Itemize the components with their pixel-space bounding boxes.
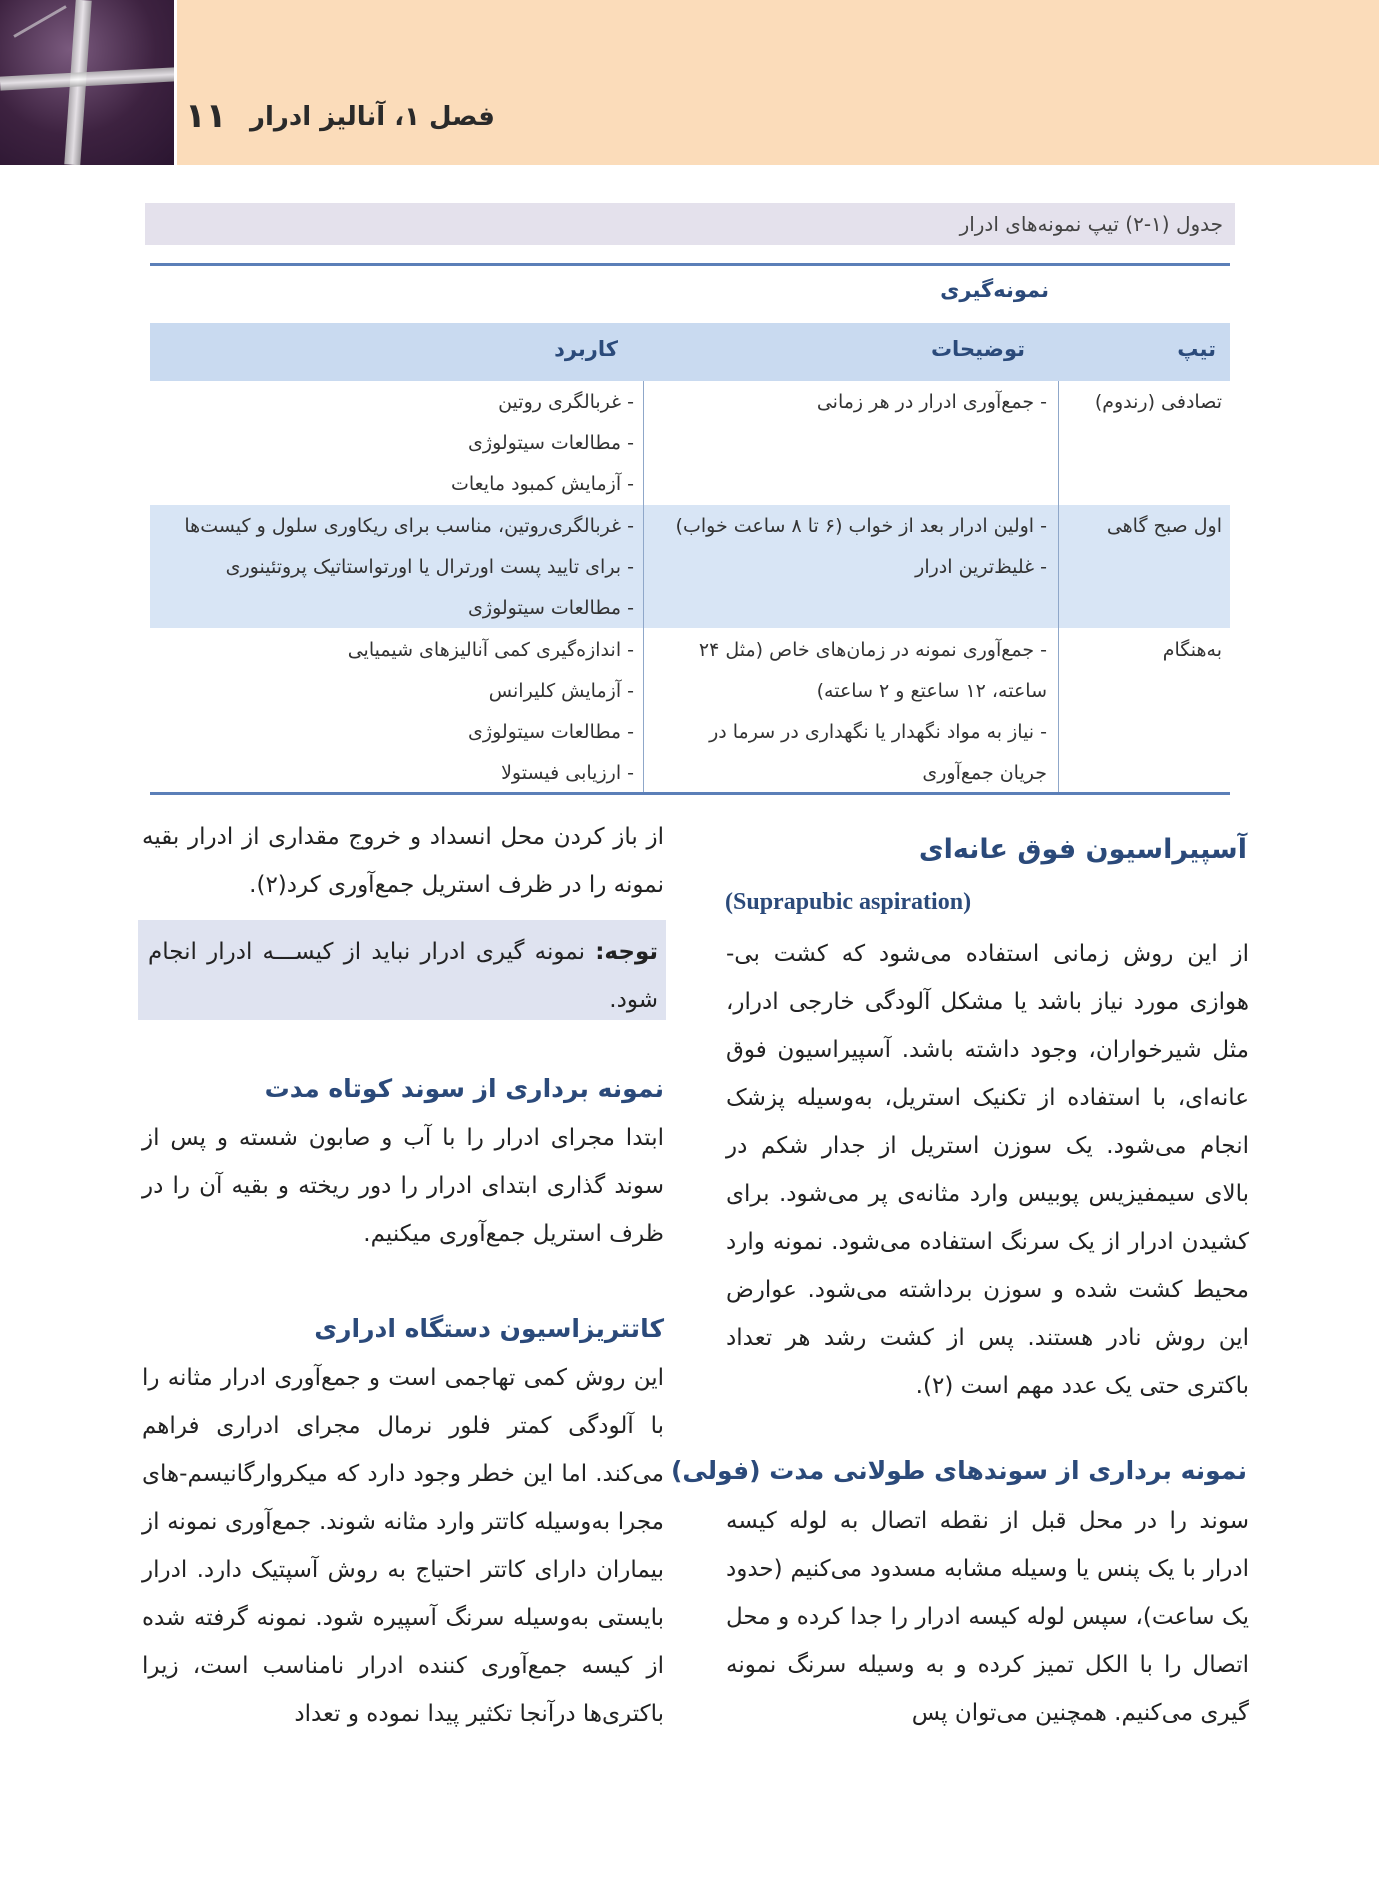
table-cell-type: تصادفی (رندوم) <box>1094 391 1222 413</box>
table-cell-desc: ساعته، ۱۲ ساعتع و ۲ ساعته) <box>816 680 1047 702</box>
table-cell-type: به‌هنگام <box>1162 639 1222 661</box>
section-title-catheterization: کاتتریزاسیون دستگاه ادراری <box>314 1314 664 1343</box>
table-cell-use: - مطالعات سیتولوژی <box>468 721 634 743</box>
table-cell-type: اول صبح گاهی <box>1106 515 1222 537</box>
paragraph-foley: سوند را در محل قبل از نقطه اتصال به لوله کیسه ادرار با یک پنس یا وسیله مشابه مسدود می‌کنیم (حدود یک ساعت)، سپس لوله کیسه ادرار را جدا کرده و محل اتصال را با الکل تمیز کرده و به وسیله سرنگ نمونه گیری می‌کنیم. همچنین می‌توان پس <box>726 1508 1249 1726</box>
table-cell-desc: - نیاز به مواد نگهدار یا نگهداری در سرما در <box>709 721 1047 743</box>
table-bottom-rule <box>150 792 1230 795</box>
table-cell-desc: - جمع‌آوری ادرار در هر زمانی <box>816 391 1047 413</box>
table-cell-use: - ارزیابی فیستولا <box>501 762 634 784</box>
microscope-image <box>0 0 175 165</box>
table-cell-desc: - جمع‌آوری نمونه در زمان‌های خاص (مثل ۲۴ <box>698 639 1047 661</box>
note-text <box>148 928 658 1024</box>
column-header-usage: کاربرد <box>554 337 618 361</box>
table-cell-desc: جریان جمع‌آوری <box>922 762 1047 784</box>
table-cell-use: - اندازه‌گیری کمی آنالیزهای شیمیایی <box>347 639 634 661</box>
table-cell-desc: - اولین ادرار بعد از خواب (۶ تا ۸ ساعت خواب) <box>675 515 1047 537</box>
page-header <box>0 0 1379 165</box>
page-number: ۱۱ <box>185 96 227 136</box>
section-title-foley: نمونه برداری از سوندهای طولانی مدت (فولی) <box>670 1456 1247 1485</box>
table-caption: جدول (۱-۲) تیپ نمونه‌های ادرار <box>145 203 1235 245</box>
paragraph-catheterization: این روش کمی تهاجمی است و جمع‌آوری ادرار مثانه را با آلودگی کمتر فلور نرمال مجرای ادراری فراهم می‌کند. اما این خطر وجود دارد که میکروارگانیسم-های مجرا به‌وسیله کاتتر وارد مثانه شوند. جمع‌آوری نمونه از بیماران دارای کاتتر احتیاج به روش آسپتیک دارد. ادرار بایستی به‌وسیله سرنگ آسپیره شود. نمونه گرفته شده از کیسه جمع‌آوری کننده ادرار نامناسب است، زیرا باکتری‌ها درآنجا تکثیر پیدا نموده و تعداد <box>142 1365 664 1727</box>
section-title-short-catheter: نمونه برداری از سوند کوتاه مدت <box>264 1074 664 1103</box>
table-cell-use: - غربالگری‌روتین، مناسب برای ریکاوری سلول و کیست‌ها <box>184 515 634 537</box>
paragraph-continuation: از باز کردن محل انسداد و خروج مقداری از ادرار بقیه نمونه را در ظرف استریل جمع‌آوری کرد(۲). <box>142 824 664 898</box>
table-cell-desc: - غلیظ‌ترین ادرار <box>915 556 1047 578</box>
chapter-title: فصل ۱، آنالیز ادرار <box>250 102 495 132</box>
table-group-label: نمونه‌گیری <box>940 278 1049 302</box>
table-cell-use: - آزمایش کمبود مایعات <box>450 473 634 495</box>
header-divider <box>174 0 177 165</box>
section-title-en: (Suprapubic aspiration) <box>725 889 972 915</box>
paragraph-short-catheter: ابتدا مجرای ادرار را با آب و صابون شسته و پس از سوند گذاری ابتدای ادرار را دور ریخته و بقیه آن را در ظرف استریل جمع‌آوری میکنیم. <box>142 1125 664 1247</box>
note-label: توجه: <box>595 939 658 965</box>
table-header-row <box>150 323 1230 381</box>
note-body: نمونه گیری ادرار نباید از کیســـه ادرار انجام شود. <box>148 939 658 1013</box>
table-cell-use: - آزمایش کلیرانس <box>488 680 634 702</box>
table-top-rule <box>150 263 1230 266</box>
table-cell-use: - مطالعات سیتولوژی <box>468 597 634 619</box>
column-divider <box>1058 381 1059 793</box>
table-cell-use: - مطالعات سیتولوژی <box>468 432 634 454</box>
column-header-description: توضیحات <box>930 337 1025 361</box>
paragraph-suprapubic: از این روش زمانی استفاده می‌شود که کشت بی-هوازی مورد نیاز باشد یا مشکل آلودگی خارجی ادرار، مثل شیرخواران، وجود داشته باشد. آسپیراسیون فوق عانه‌ای، با استفاده از تکنیک استریل، به‌وسیله پزشک انجام می‌شود. یک سوزن استریل از جدار شکم در بالای سیمفیزیس پوبیس وارد مثانه‌ی پر می‌شود. برای کشیدن ادرار از یک سرنگ استفاده می‌شود. نمونه وارد محیط کشت شده و سوزن برداشته می‌شود. عوارض این روش نادر هستند. پس از کشت رشد هر تعداد باکتری حتی یک عدد مهم است (۲). <box>726 941 1249 1399</box>
section-title-suprapubic: آسپیراسیون فوق عانه‌ای <box>918 834 1247 865</box>
table-cell-use: - برای تایید پست اورترال یا اورتواستاتیک پروتئینوری <box>225 556 634 578</box>
column-divider <box>643 381 644 793</box>
column-header-type: تیپ <box>1177 337 1216 361</box>
table-cell-use: - غربالگری روتین <box>498 391 634 413</box>
